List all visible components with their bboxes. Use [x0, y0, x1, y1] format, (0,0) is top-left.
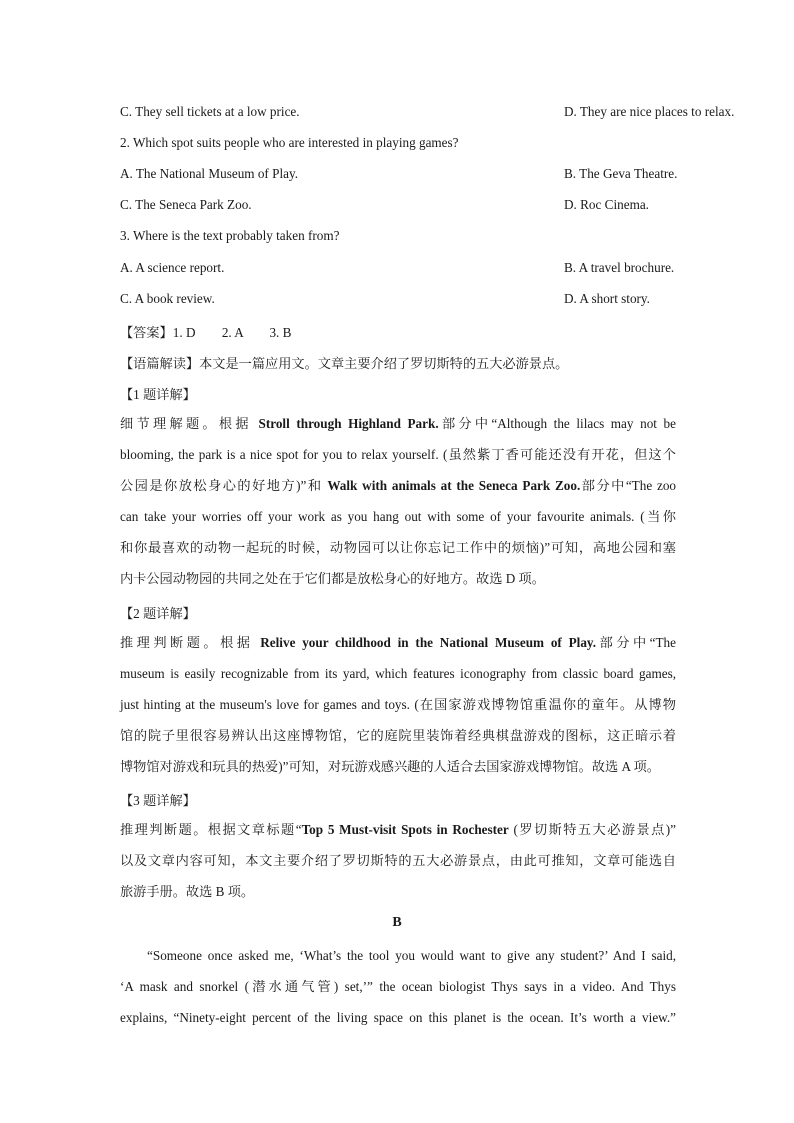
detail-1-text-3a: 公园是你放松身心的好地方)”和 [120, 478, 328, 493]
detail-1-line-3 [120, 470, 676, 501]
q2-option-c: C. The Seneca Park Zoo. [120, 197, 252, 212]
passage-b-line-2: ‘A mask and snorkel (潜水通气管) set,’” the ocean biologist Thys says in a video. And Thys [120, 979, 676, 994]
detail-1-line-4: can take your worries off your work as you hang out with some of your favourite animals. (当你 [120, 509, 676, 524]
q2-option-b: B. The Geva Theatre. [564, 166, 678, 181]
detail-1-text-a: 细节理解题。根据 [120, 416, 259, 431]
q1-option-d: D. They are nice places to relax. [564, 104, 735, 119]
detail-2-line-2: museum is easily recognizable from its yard, which features iconography from classic board games, [120, 666, 676, 681]
detail-2-text-a: 推理判断题。根据 [120, 635, 261, 650]
detail-1-bold-heading-zoo: Walk with animals at the Seneca Park Zoo. [327, 478, 581, 493]
answer-text: 1. D 2. A 3. B [172, 325, 292, 340]
detail-1-heading: 【1 题详解】 [120, 387, 196, 402]
answer-line [120, 322, 291, 341]
detail-1-line-6: 内卡公园动物园的共同之处在于它们都是放松身心的好地方。故选 D 项。 [120, 571, 545, 586]
q3-options-row-1 [120, 260, 676, 276]
detail-2-heading: 【2 题详解】 [120, 606, 196, 621]
detail-3-line-3: 旅游手册。故选 B 项。 [120, 884, 255, 899]
detail-1-body [120, 408, 676, 594]
passage-b-line-1: “Someone once asked me, ‘What’s the tool you would want to give any student?’ And I said, [147, 948, 676, 963]
detail-1-text-c: 部分中“Although the lilacs may not be [438, 416, 676, 431]
q3-option-b: B. A travel brochure. [564, 260, 675, 275]
q1-options-row [120, 104, 735, 120]
passage-b-body [120, 940, 676, 1033]
detail-1-line-1 [120, 408, 676, 439]
q3-options-row-2 [120, 291, 676, 307]
q2-option-d: D. Roc Cinema. [564, 197, 649, 212]
summary-label: 【语篇解读】 [120, 356, 200, 371]
answer-label: 【答案】 [120, 325, 173, 340]
summary-line [120, 353, 568, 372]
detail-1-text-3c: 部分中“The zoo [580, 478, 677, 493]
detail-1-bold-heading-park: Stroll through Highland Park. [258, 416, 439, 431]
section-b-heading: B [392, 915, 402, 930]
detail-2-text-c: 部分中“The [596, 635, 676, 650]
passage-b-line-3: explains, “Ninety-eight percent of the living space on this planet is the ocean. It’s worth a view.” [120, 1010, 676, 1025]
detail-2-body [120, 627, 676, 782]
detail-2-line-3: just hinting at the museum's love for games and toys. (在国家游戏博物馆重温你的童年。从博物 [120, 697, 676, 712]
q2-options-row-2 [120, 197, 676, 213]
detail-3-bold-title: Top 5 Must-visit Spots in Rochester [301, 822, 509, 837]
detail-3-text-c: (罗切斯特五大必游景点)” [508, 822, 677, 837]
detail-1-line-2: blooming, the park is a nice spot for you to relax yourself. (虽然紫丁香可能还没有开花，但这个 [120, 447, 676, 462]
q3-option-a: A. A science report. [120, 260, 225, 275]
detail-2-line-4: 馆的院子里很容易辨认出这座博物馆，它的庭院里装饰着经典棋盘游戏的图标，这正暗示着 [120, 728, 676, 743]
detail-3-heading: 【3 题详解】 [120, 793, 196, 808]
detail-2-line-1 [120, 627, 676, 658]
detail-2-line-5: 博物馆对游戏和玩具的热爱)”可知，对玩游戏感兴趣的人适合去国家游戏博物馆。故选 A 项。 [120, 759, 660, 774]
detail-3-line-2: 以及文章内容可知，本文主要介绍了罗切斯特的五大必游景点，由此可推知，文章可能选自 [120, 853, 676, 868]
detail-3-text-a: 推理判断题。根据文章标题“ [120, 822, 302, 837]
detail-3-body [120, 814, 676, 907]
q2-option-a: A. The National Museum of Play. [120, 166, 299, 181]
q2-options-row-1 [120, 166, 676, 182]
summary-text: 本文是一篇应用文。文章主要介绍了罗切斯特的五大必游景点。 [199, 356, 569, 371]
detail-1-line-5: 和你最喜欢的动物一起玩的时候，动物园可以让你忘记工作中的烦恼)”可知，高地公园和塞 [120, 540, 676, 555]
q1-option-c: C. They sell tickets at a low price. [120, 104, 300, 119]
detail-3-line-1 [120, 814, 676, 845]
q2-stem: 2. Which spot suits people who are interested in playing games? [120, 135, 459, 150]
q3-option-c: C. A book review. [120, 291, 215, 306]
q3-option-d: D. A short story. [564, 291, 650, 306]
detail-2-bold-heading-museum: Relive your childhood in the National Museum of Play. [260, 635, 597, 650]
q3-stem: 3. Where is the text probably taken from? [120, 228, 340, 243]
